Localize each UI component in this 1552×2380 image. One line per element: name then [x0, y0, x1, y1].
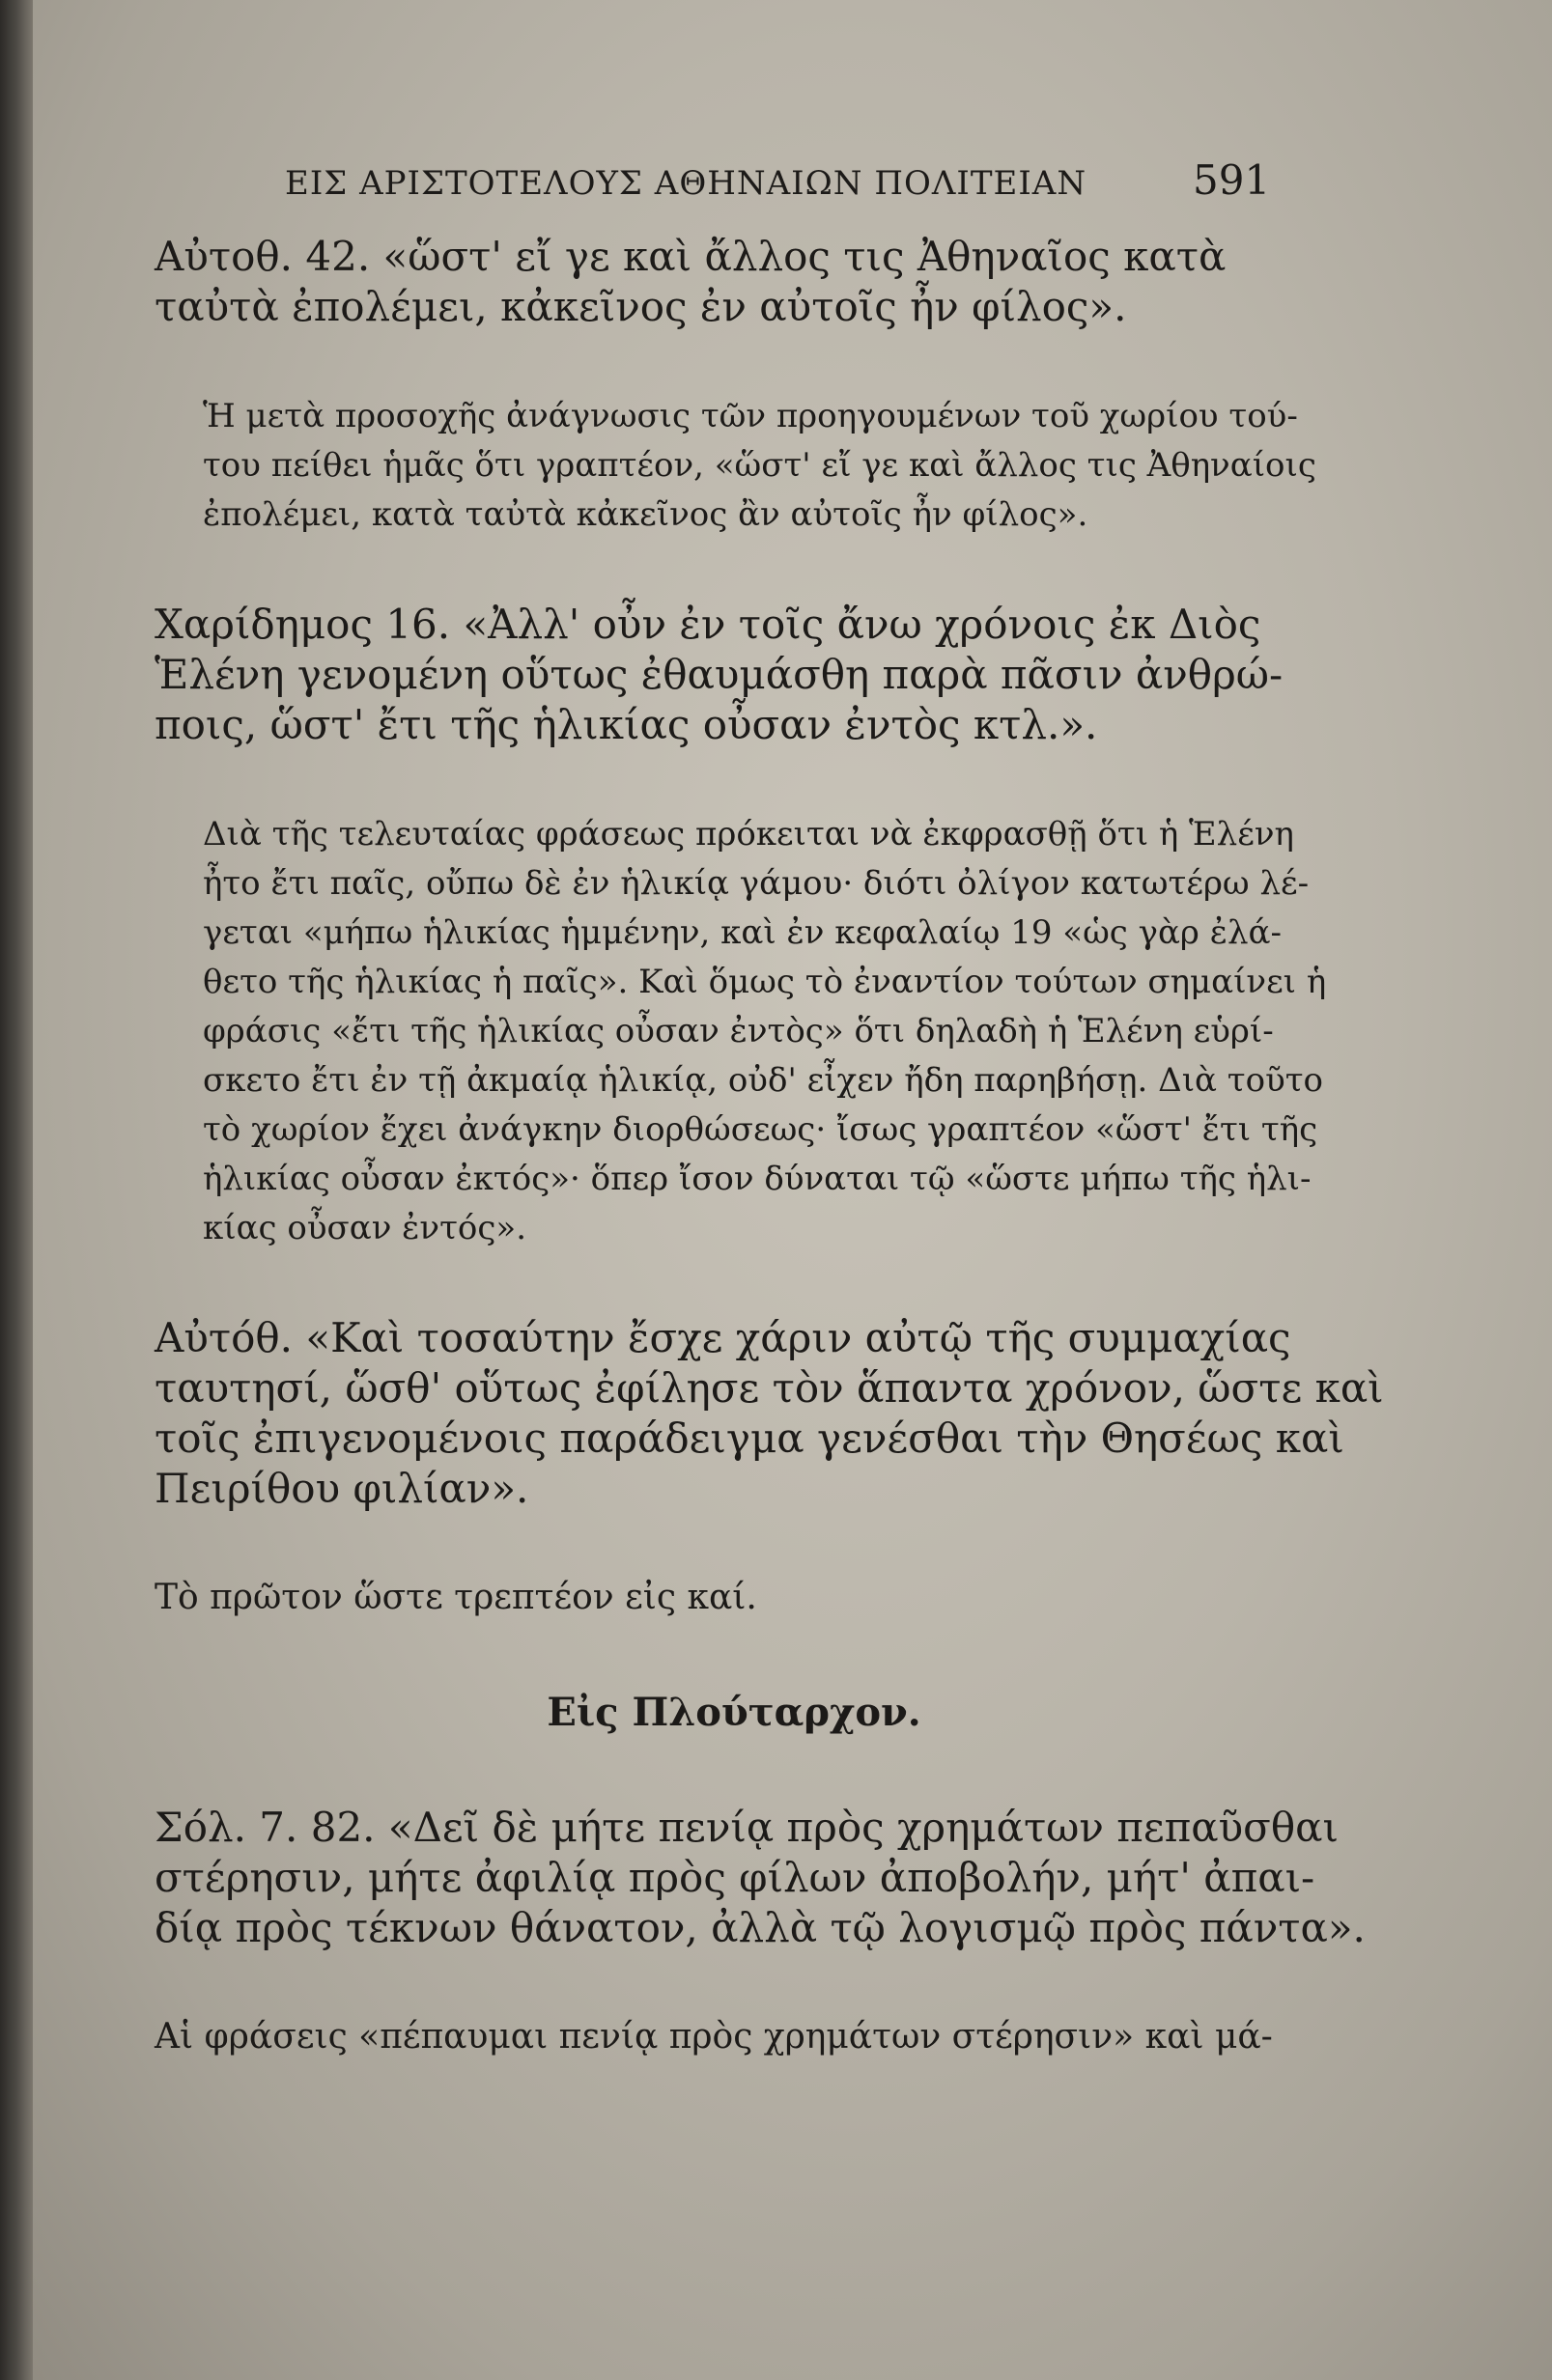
text-line: γεται «μήπω ἡλικίας ἡμμένην, καὶ ἐν κεφαλαίῳ 19 «ὡς γὰρ ἐλά- — [203, 913, 1282, 952]
quote-solon-7-82 — [155, 1803, 1366, 1953]
page-gutter-shadow — [0, 0, 33, 2380]
text-line: στέρησιν, μήτε ἀφιλίᾳ πρὸς φίλων ἀποβολήν, μήτ' ἀπαι- — [155, 1854, 1315, 1901]
text-line: κίας οὖσαν ἐντός». — [203, 1209, 527, 1247]
text-line: Διὰ τῆς τελευταίας φράσεως πρόκειται νὰ ἐκφρασθῇ ὅτι ἡ Ἑλένη — [203, 815, 1294, 854]
quote-charidemos-16 — [155, 600, 1313, 750]
text-line: Αὐτόθ. «Καὶ τοσαύτην ἔσχε χάριν αὐτῷ τῆς συμμαχίας — [155, 1314, 1291, 1361]
text-line: Αὐτοθ. 42. «ὥστ' εἴ γε καὶ ἄλλος τις Ἀθηναῖος κατὰ — [155, 233, 1227, 280]
commentary-solon-start — [155, 2013, 1313, 2061]
section-heading-plutarch — [155, 1690, 1313, 1735]
text-line: ποις, ὥστ' ἔτι τῆς ἡλικίας οὖσαν ἐντὸς κτλ.». — [155, 701, 1098, 748]
text-line: τοῖς ἐπιγενομένοις παράδειγμα γενέσθαι τὴν Θησέως καὶ — [155, 1414, 1344, 1462]
text-line: ἦτο ἔτι παῖς, οὔπω δὲ ἐν ἡλικίᾳ γάμου· διότι ὀλίγον κατωτέρω λέ- — [203, 864, 1310, 903]
text-line: Χαρίδημος 16. «Ἀλλ' οὖν ἐν τοῖς ἄνω χρόνοις ἐκ Διὸς — [155, 601, 1261, 648]
text-line: θετο τῆς ἡλικίας ἡ παῖς». Καὶ ὅμως τὸ ἐναντίον τούτων σημαίνει ἡ — [203, 963, 1327, 1001]
running-head — [155, 145, 1313, 203]
text-line: σκετο ἔτι ἐν τῇ ἀκμαίᾳ ἡλικίᾳ, οὐδ' εἶχεν ἤδη παρηβήσῃ. Διὰ τοῦτο — [203, 1061, 1324, 1100]
short-commentary — [155, 1574, 1313, 1622]
running-title: ΕΙΣ ΑΡΙΣΤΟΤΕΛΟΥΣ ΑΘΗΝΑΙΩΝ ΠΟΛΙΤΕΙΑΝ — [285, 164, 1087, 203]
text-line: ἐπολέμει, κατὰ ταὐτὰ κἀκεῖνος ἂν αὐτοῖς ἦν φίλος». — [203, 495, 1088, 534]
text-line: δίᾳ πρὸς τέκνων θάνατον, ἀλλὰ τῷ λογισμῷ πρὸς πάντα». — [155, 1904, 1366, 1951]
text-line: Τὸ πρῶτον ὥστε τρεπτέον εἰς καί. — [155, 1578, 757, 1617]
text-line: Ἑλένη γενομένη οὕτως ἐθαυμάσθη παρὰ πᾶσιν ἀνθρώ- — [155, 651, 1284, 698]
text-line: Αἱ φράσεις «πέπαυμαι πενίᾳ πρὸς χρημάτων στέρησιν» καὶ μά- — [155, 2017, 1273, 2057]
commentary-aristotle-42 — [155, 392, 1316, 540]
heading-text: Εἰς Πλούταρχον. — [547, 1690, 921, 1735]
text-line: τὸ χωρίον ἔχει ἀνάγκην διορθώσεως· ἴσως γραπτέον «ὥστ' ἔτι τῆς — [203, 1110, 1318, 1149]
text-line: Ἡ μετὰ προσοχῆς ἀνάγνωσις τῶν προηγουμένων τοῦ χωρίου τού- — [203, 397, 1298, 435]
text-line: ταυτησί, ὥσθ' οὕτως ἐφίλησε τὸν ἅπαντα χρόνον, ὥστε καὶ — [155, 1364, 1384, 1412]
text-line: ταὐτὰ ἐπολέμει, κἀκεῖνος ἐν αὐτοῖς ἦν φίλος». — [155, 283, 1127, 330]
text-line: Σόλ. 7. 82. «Δεῖ δὲ μήτε πενίᾳ πρὸς χρημάτων πεπαῦσθαι — [155, 1804, 1339, 1851]
quote-charidemos-same-place — [155, 1313, 1384, 1514]
commentary-charidemos-16 — [155, 810, 1327, 1253]
text-line: ἡλικίας οὖσαν ἐκτός»· ὅπερ ἴσον δύναται τῷ «ὥστε μήπω τῆς ἡλι- — [203, 1160, 1312, 1198]
text-line: του πείθει ἡμᾶς ὅτι γραπτέον, «ὥστ' εἴ γε καὶ ἄλλος τις Ἀθηναίοις — [203, 446, 1316, 485]
quote-aristotle-42 — [155, 232, 1313, 332]
text-line: Πειρίθου φιλίαν». — [155, 1465, 529, 1512]
page-text-block — [155, 145, 1384, 2061]
page-number: 591 — [1193, 156, 1271, 204]
text-line: φράσις «ἔτι τῆς ἡλικίας οὖσαν ἐντὸς» ὅτι δηλαδὴ ἡ Ἑλένη εὑρί- — [203, 1012, 1274, 1050]
